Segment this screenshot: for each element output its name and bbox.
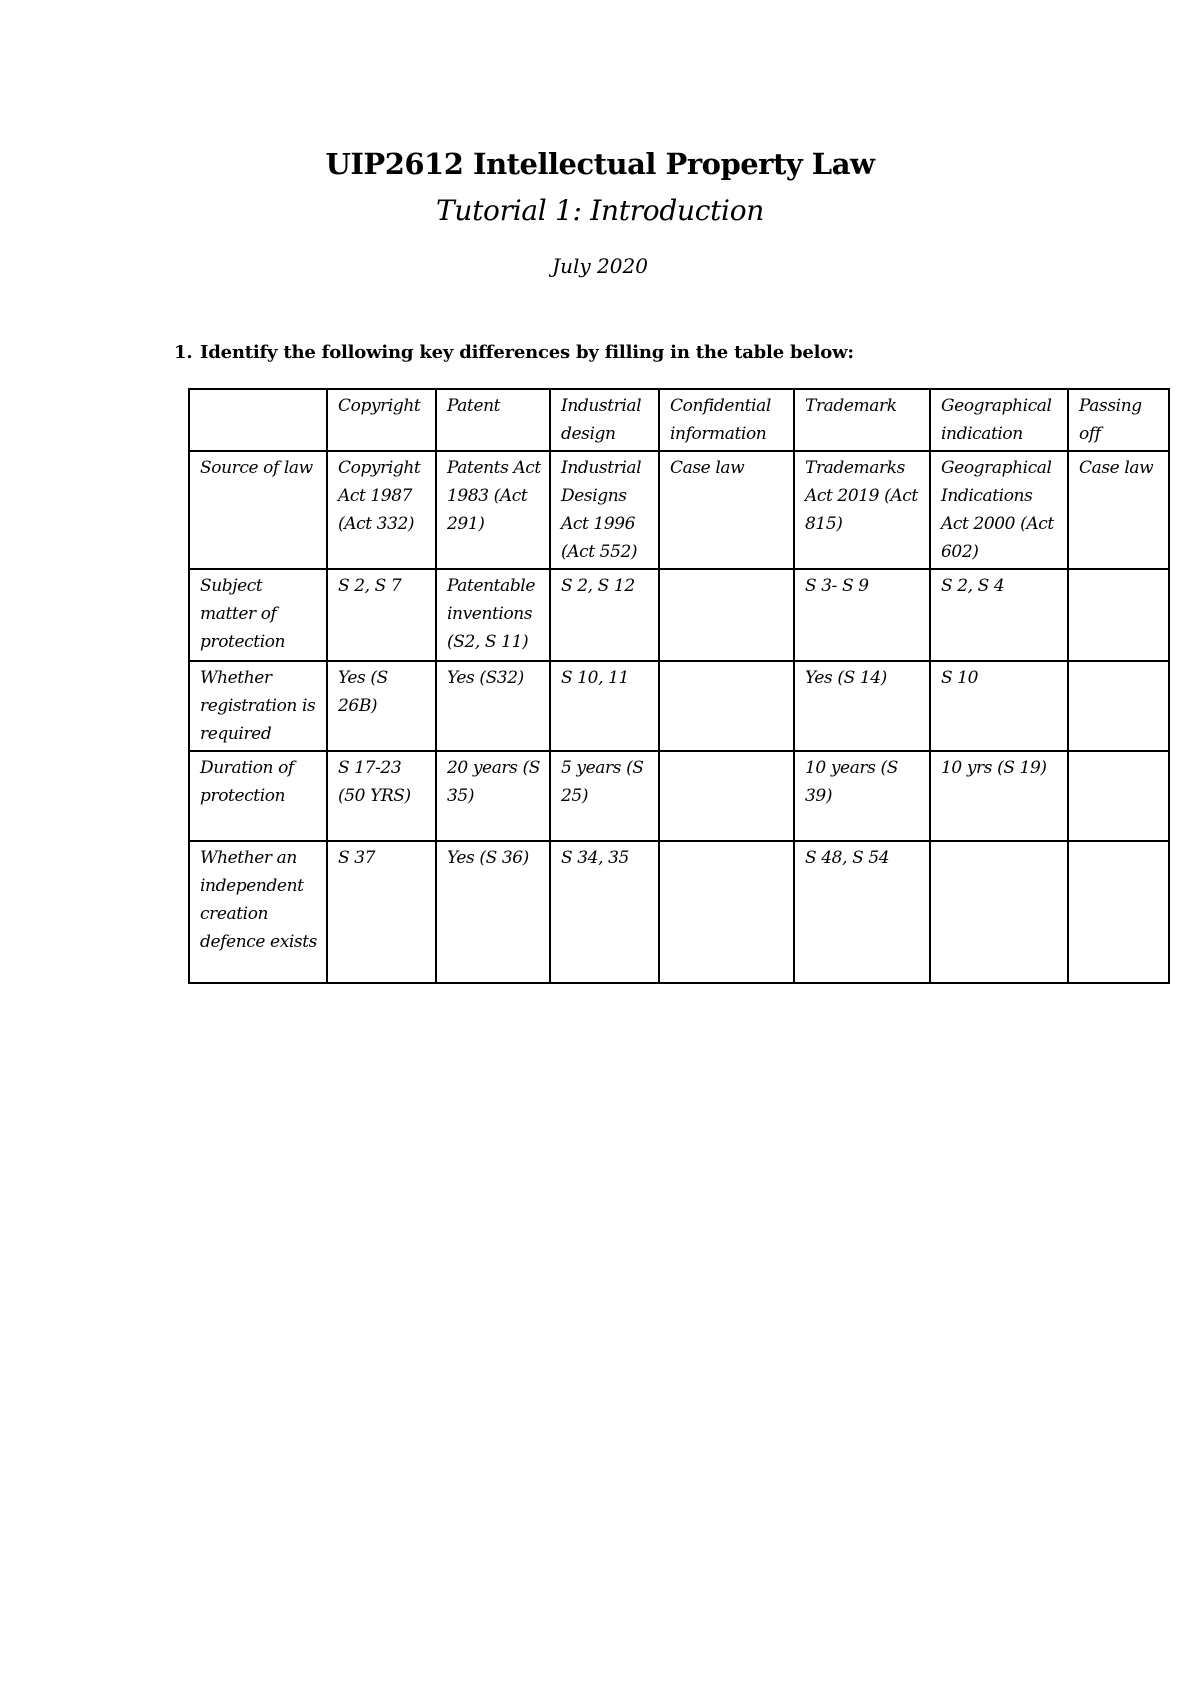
header-cell-blank xyxy=(189,389,327,451)
table-cell xyxy=(1068,661,1169,751)
table-cell: 5 years (S 25) xyxy=(550,751,659,841)
table-cell: S 3- S 9 xyxy=(794,569,930,661)
table-cell: S 10 xyxy=(930,661,1068,751)
document-subtitle: Tutorial 1: Introduction xyxy=(436,194,764,227)
header-cell-patent: Patent xyxy=(436,389,550,451)
table-cell: S 2, S 4 xyxy=(930,569,1068,661)
table-cell: Copyright Act 1987 (Act 332) xyxy=(327,451,436,569)
table-cell: Patentable inventions (S2, S 11) xyxy=(436,569,550,661)
table-cell xyxy=(1068,569,1169,661)
table-cell: 10 years (S 39) xyxy=(794,751,930,841)
table-cell: Case law xyxy=(1068,451,1169,569)
table-cell: 20 years (S 35) xyxy=(436,751,550,841)
table-cell xyxy=(930,841,1068,983)
table-cell: S 34, 35 xyxy=(550,841,659,983)
table-cell: S 2, S 12 xyxy=(550,569,659,661)
table-row-source-of-law xyxy=(189,451,1169,569)
table-header-row xyxy=(189,389,1169,451)
table-cell: S 48, S 54 xyxy=(794,841,930,983)
row-label: Subject matter of protection xyxy=(189,569,327,661)
table-cell xyxy=(659,751,794,841)
header-cell-confidential-information: Confidential information xyxy=(659,389,794,451)
table-cell: Yes (S32) xyxy=(436,661,550,751)
question-number: 1. xyxy=(174,342,193,363)
table-cell: Industrial Designs Act 1996 (Act 552) xyxy=(550,451,659,569)
question-1 xyxy=(174,342,854,363)
table-cell: S 2, S 7 xyxy=(327,569,436,661)
table-cell: Case law xyxy=(659,451,794,569)
row-label: Duration of protection xyxy=(189,751,327,841)
table-cell: Patents Act 1983 (Act 291) xyxy=(436,451,550,569)
table-cell: S 37 xyxy=(327,841,436,983)
document-title: UIP2612 Intellectual Property Law xyxy=(325,147,875,181)
table-row-independent-creation xyxy=(189,841,1169,983)
row-label: Whether registration is required xyxy=(189,661,327,751)
table-cell xyxy=(659,569,794,661)
table-cell: 10 yrs (S 19) xyxy=(930,751,1068,841)
header-cell-geographical-indication: Geographical indication xyxy=(930,389,1068,451)
row-label: Source of law xyxy=(189,451,327,569)
table-cell: S 10, 11 xyxy=(550,661,659,751)
header-cell-trademark: Trademark xyxy=(794,389,930,451)
document-date: July 2020 xyxy=(552,254,648,278)
table-cell xyxy=(659,841,794,983)
table-cell: Yes (S 26B) xyxy=(327,661,436,751)
table-cell: Yes (S 14) xyxy=(794,661,930,751)
table-cell: Geographical Indications Act 2000 (Act 602) xyxy=(930,451,1068,569)
table-cell xyxy=(1068,841,1169,983)
table-row-duration xyxy=(189,751,1169,841)
table-cell: S 17-23 (50 YRS) xyxy=(327,751,436,841)
table-cell xyxy=(1068,751,1169,841)
table-row-subject-matter xyxy=(189,569,1169,661)
comparison-table xyxy=(188,388,1170,984)
table-row-registration xyxy=(189,661,1169,751)
header-cell-passing-off: Passing off xyxy=(1068,389,1169,451)
table-cell: Trademarks Act 2019 (Act 815) xyxy=(794,451,930,569)
table-cell xyxy=(659,661,794,751)
header-cell-industrial-design: Industrial design xyxy=(550,389,659,451)
row-label: Whether an independent creation defence exists xyxy=(189,841,327,983)
question-text: Identify the following key differences by filling in the table below: xyxy=(200,342,854,363)
table-cell: Yes (S 36) xyxy=(436,841,550,983)
header-cell-copyright: Copyright xyxy=(327,389,436,451)
